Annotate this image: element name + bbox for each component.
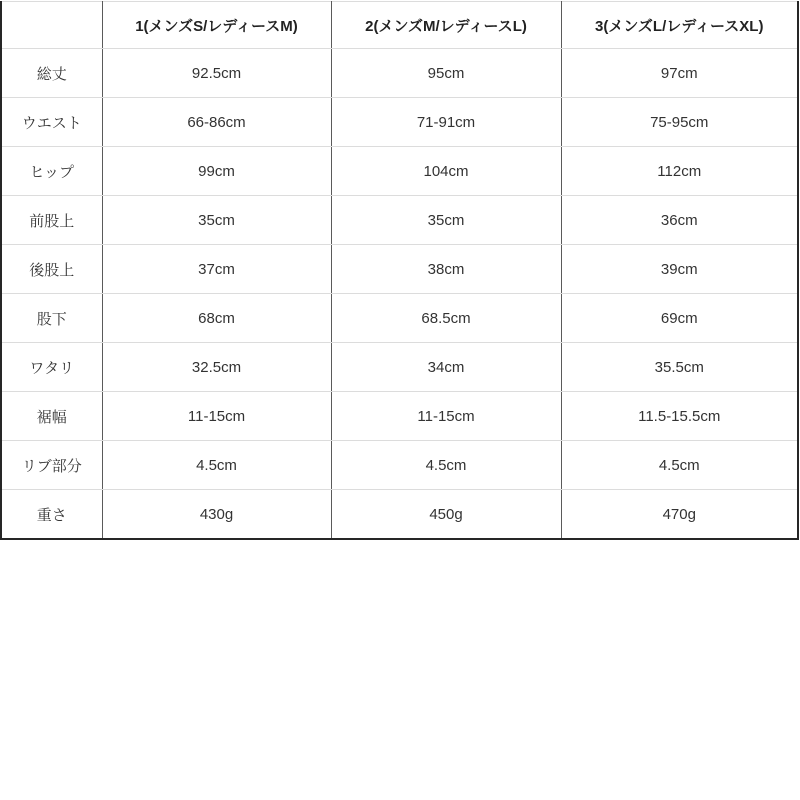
header-row <box>1 2 798 49</box>
size-value-cell: 470g <box>561 490 798 540</box>
size-value-cell: 104cm <box>331 147 561 196</box>
size-chart-table <box>0 1 799 540</box>
table-row <box>1 392 798 441</box>
size-column-header: 2(メンズM/レディースL) <box>331 2 561 49</box>
corner-cell <box>1 2 102 49</box>
size-value-cell: 71-91cm <box>331 98 561 147</box>
table-row <box>1 98 798 147</box>
row-label: 前股上 <box>1 196 102 245</box>
size-value-cell: 4.5cm <box>331 441 561 490</box>
table-row <box>1 196 798 245</box>
row-label: 股下 <box>1 294 102 343</box>
row-label: 総丈 <box>1 49 102 98</box>
table-row <box>1 490 798 540</box>
size-value-cell: 38cm <box>331 245 561 294</box>
size-value-cell: 11-15cm <box>331 392 561 441</box>
size-value-cell: 69cm <box>561 294 798 343</box>
row-label: リブ部分 <box>1 441 102 490</box>
size-chart-body <box>1 49 798 540</box>
size-value-cell: 92.5cm <box>102 49 331 98</box>
size-value-cell: 4.5cm <box>561 441 798 490</box>
row-label: ウエスト <box>1 98 102 147</box>
size-value-cell: 35.5cm <box>561 343 798 392</box>
size-value-cell: 430g <box>102 490 331 540</box>
row-label: ワタリ <box>1 343 102 392</box>
size-column-header: 3(メンズL/レディースXL) <box>561 2 798 49</box>
size-chart-page <box>0 1 800 800</box>
table-row <box>1 441 798 490</box>
size-value-cell: 75-95cm <box>561 98 798 147</box>
size-value-cell: 450g <box>331 490 561 540</box>
size-value-cell: 4.5cm <box>102 441 331 490</box>
size-value-cell: 37cm <box>102 245 331 294</box>
size-value-cell: 32.5cm <box>102 343 331 392</box>
table-row <box>1 294 798 343</box>
size-value-cell: 35cm <box>331 196 561 245</box>
table-row <box>1 147 798 196</box>
size-value-cell: 99cm <box>102 147 331 196</box>
row-label: 重さ <box>1 490 102 540</box>
size-value-cell: 34cm <box>331 343 561 392</box>
size-value-cell: 39cm <box>561 245 798 294</box>
size-value-cell: 68cm <box>102 294 331 343</box>
size-column-header: 1(メンズS/レディースM) <box>102 2 331 49</box>
row-label: 裾幅 <box>1 392 102 441</box>
size-value-cell: 112cm <box>561 147 798 196</box>
row-label: ヒップ <box>1 147 102 196</box>
size-value-cell: 11-15cm <box>102 392 331 441</box>
size-value-cell: 36cm <box>561 196 798 245</box>
size-value-cell: 11.5-15.5cm <box>561 392 798 441</box>
size-value-cell: 97cm <box>561 49 798 98</box>
table-row <box>1 49 798 98</box>
size-value-cell: 68.5cm <box>331 294 561 343</box>
size-value-cell: 95cm <box>331 49 561 98</box>
size-value-cell: 66-86cm <box>102 98 331 147</box>
table-row <box>1 245 798 294</box>
row-label: 後股上 <box>1 245 102 294</box>
size-value-cell: 35cm <box>102 196 331 245</box>
table-row <box>1 343 798 392</box>
